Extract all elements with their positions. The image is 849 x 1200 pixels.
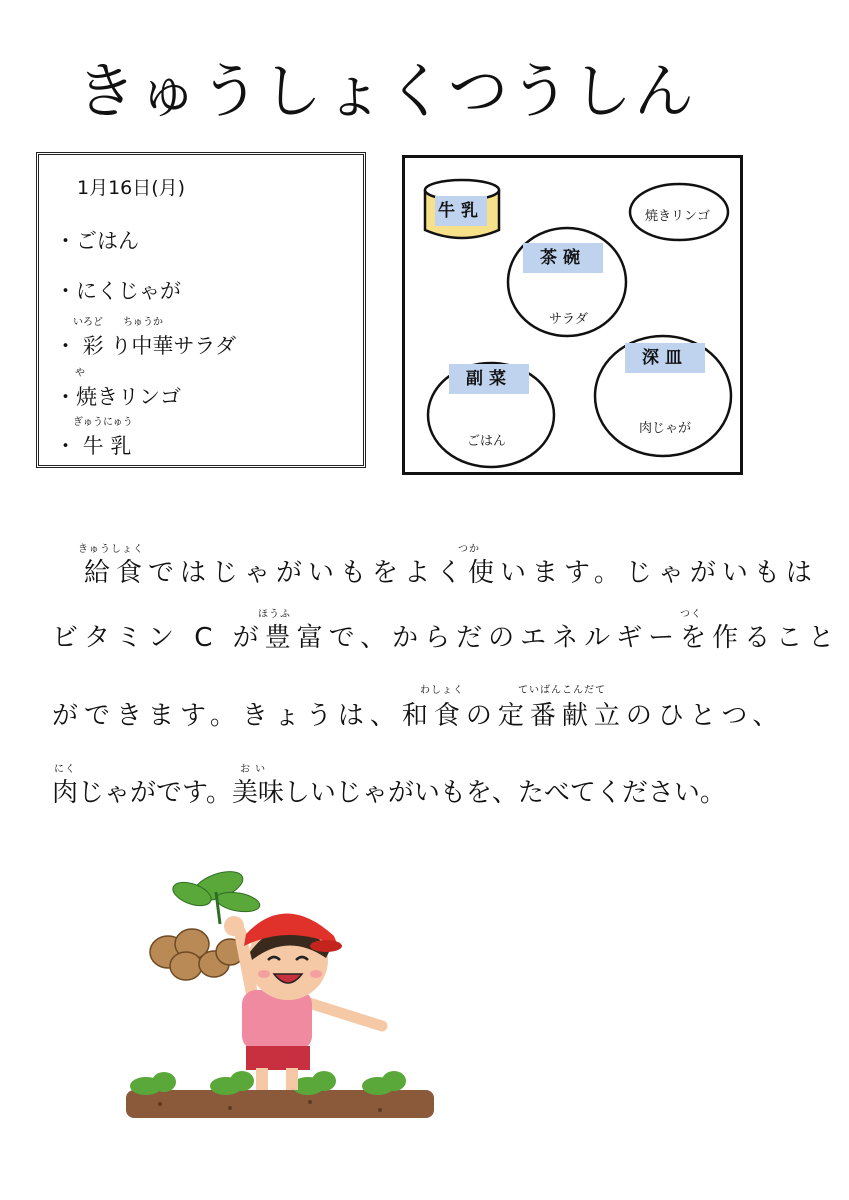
side-dish-label: 副菜 [449, 364, 529, 394]
furigana: わしょく [420, 685, 464, 696]
shorts [246, 1046, 310, 1070]
bowl-label: 茶碗 [523, 243, 603, 273]
furigana: つか [458, 544, 480, 555]
furigana: つく [680, 609, 702, 620]
menu-item [55, 417, 133, 460]
menu-box [36, 152, 366, 468]
tray-diagram [402, 155, 743, 475]
potato-leaves-icon [170, 866, 261, 924]
salad-food: サラダ [549, 312, 588, 327]
potato-harvest-illustration [120, 862, 440, 1124]
menu-item-label: ・ 彩 り中華サラダ [55, 334, 237, 358]
menu-item [55, 317, 237, 360]
menu-item-label: ・ 牛 乳 [55, 434, 132, 458]
menu-item [55, 275, 181, 305]
furigana: きゅうしょく [78, 544, 144, 555]
page-title: きゅうしょくつうしん [76, 57, 696, 127]
article-line-2: ビタミン C が豊富で、からだのエネルギーを作ること [52, 623, 841, 653]
shirt [242, 990, 312, 1050]
menu-item-label: ・ごはん [55, 229, 139, 253]
menu-item [55, 225, 139, 255]
rice-food: ごはん [467, 434, 507, 449]
menu-item-ruby: や [75, 368, 85, 379]
menu-date: 1月16日(月) [77, 177, 186, 199]
soil-icon [126, 1090, 434, 1118]
menu-item-ruby: ぎゅうにゅう [73, 417, 133, 428]
article-line-3: ができます。きょうは、和食の定番献立のひとつ、 [52, 701, 785, 731]
apple-food: 焼きリンゴ [645, 209, 711, 224]
furigana: にく [54, 764, 76, 775]
furigana: ほうふ [258, 609, 291, 620]
deep-dish-label: 深皿 [625, 343, 705, 373]
menu-item-ruby: いろど ちゅうか [73, 317, 163, 328]
milk-label: 牛乳 [435, 196, 487, 226]
furigana: お い [240, 764, 267, 775]
potato-icon [150, 929, 244, 980]
furigana: ていばんこんだて [518, 685, 606, 696]
menu-item [55, 368, 181, 411]
article-line-4: 肉じゃがです。美味しいじゃがいもを、たべてください。 [52, 778, 726, 808]
article-line-1: 給食ではじゃがいもをよく使います。じゃがいもは [52, 558, 818, 588]
nikujaga-food: 肉じゃが [639, 421, 692, 436]
menu-item-label: ・にくじゃが [55, 279, 181, 303]
menu-item-label: ・焼きリンゴ [55, 385, 181, 409]
